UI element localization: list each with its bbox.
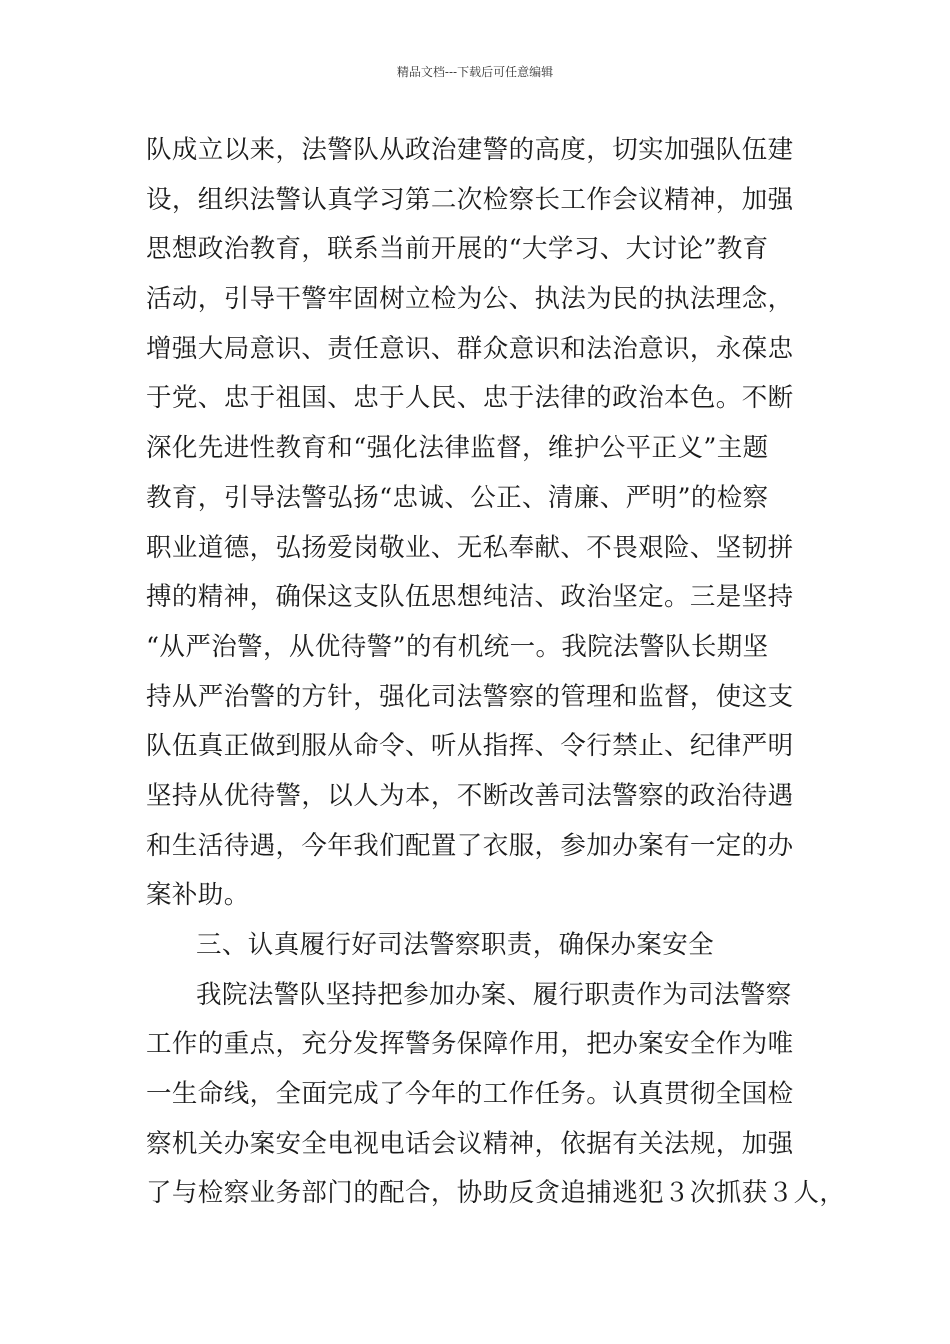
text-line: 于党、忠于祖国、忠于人民、忠于法律的政治本色。不断 (146, 383, 794, 414)
text-line: 深化先进性教育和“强化法律监督，维护公平正义”主题 (146, 433, 769, 464)
document-body (146, 126, 846, 1219)
text-line: 我院法警队坚持把参加办案、履行职责作为司法警察 (196, 979, 792, 1010)
text-line: 工作的重点，充分发挥警务保障作用，把办案安全作为唯 (146, 1029, 794, 1060)
text-line: 持从严治警的方针，强化司法警察的管理和监督，使这支 (146, 681, 794, 712)
text-line: 坚持从优待警，以人为本，不断改善司法警察的政治待遇 (146, 780, 794, 811)
text-line: 察机关办案安全电视电话会议精神，依据有关法规，加强 (146, 1128, 794, 1159)
page-header: 精品文档---下载后可任意编辑 (396, 65, 554, 79)
text-line: 队成立以来，法警队从政治建警的高度，切实加强队伍建 (146, 135, 794, 165)
text-line: 增强大局意识、责任意识、群众意识和法治意识，永葆忠 (146, 333, 794, 364)
text-line: 案补助。 (146, 880, 250, 911)
text-line: 思想政治教育，联系当前开展的“大学习、大讨论”教育 (146, 234, 769, 265)
section-heading: 三、认真履行好司法警察职责，确保办案安全 (196, 930, 715, 960)
text-line: 和生活待遇，今年我们配置了衣服，参加办案有一定的办 (146, 830, 794, 861)
text-line: 搏的精神，确保这支队伍思想纯洁、政治坚定。三是坚持 (146, 582, 794, 613)
text-line: 了与检察业务部门的配合，协助反贪追捕逃犯３次抓获３人， (146, 1178, 846, 1209)
text-line: “从严治警，从优待警”的有机统一。我院法警队长期坚 (146, 631, 769, 662)
text-line: 职业道德，弘扬爱岗敬业、无私奉献、不畏艰险、坚韧拼 (146, 532, 794, 563)
text-line: 教育，引导法警弘扬“忠诚、公正、清廉、严明”的检察 (146, 482, 769, 513)
text-line: 一生命线，全面完成了今年的工作任务。认真贯彻全国检 (146, 1079, 794, 1110)
text-line: 设，组织法警认真学习第二次检察长工作会议精神，加强 (146, 184, 794, 215)
text-line: 队伍真正做到服从命令、听从指挥、令行禁止、纪律严明 (146, 731, 794, 762)
text-line: 活动，引导干警牢固树立检为公、执法为民的执法理念， (146, 284, 794, 315)
